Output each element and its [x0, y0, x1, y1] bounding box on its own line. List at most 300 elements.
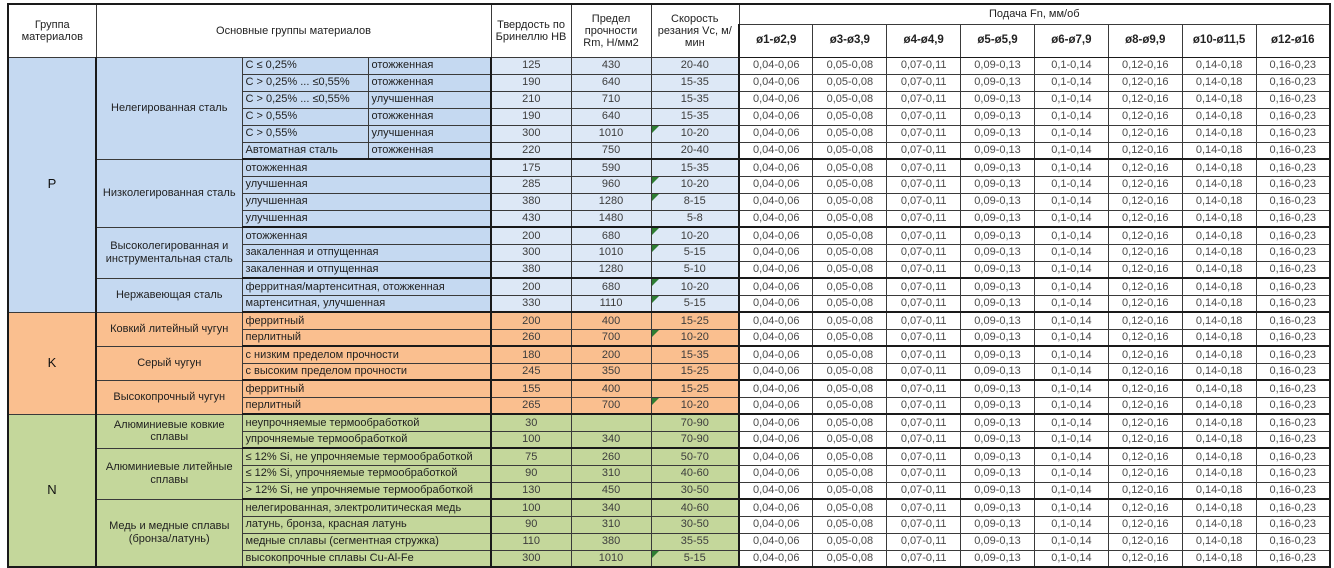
feed-cell: 0,16-0,23	[1256, 74, 1330, 91]
feed-cell: 0,16-0,23	[1256, 142, 1330, 159]
strength-cell: 640	[571, 108, 651, 125]
feed-cell: 0,05-0,08	[813, 227, 887, 244]
feed-cell: 0,16-0,23	[1256, 550, 1330, 567]
material-desc-cell: улучшенная	[242, 193, 491, 210]
feed-cell: 0,05-0,08	[813, 210, 887, 227]
feed-cell: 0,12-0,16	[1108, 499, 1182, 516]
material-desc-cell: неупрочняемые термообработкой	[242, 414, 491, 431]
speed-cell: 30-50	[651, 516, 739, 533]
feed-cell: 0,14-0,18	[1182, 176, 1256, 193]
subgroup-name-cell: Высоколегированная и инструментальная сталь	[96, 227, 242, 278]
speed-cell: 70-90	[651, 414, 739, 431]
feed-cell: 0,09-0,13	[961, 465, 1035, 482]
strength-cell: 340	[571, 499, 651, 516]
material-desc-cell: C ≤ 0,25%	[242, 57, 368, 74]
strength-cell: 590	[571, 159, 651, 176]
material-desc-cell: отожженная	[242, 159, 491, 176]
feed-cell: 0,12-0,16	[1108, 482, 1182, 499]
feed-cell: 0,07-0,11	[887, 465, 961, 482]
feed-cell: 0,12-0,16	[1108, 414, 1182, 431]
feed-cell: 0,04-0,06	[739, 244, 813, 261]
table-row	[8, 227, 1330, 244]
header-feed-diameter: ø4-ø4,9	[887, 24, 961, 57]
feed-cell: 0,14-0,18	[1182, 210, 1256, 227]
feed-cell: 0,05-0,08	[813, 91, 887, 108]
strength-cell: 750	[571, 142, 651, 159]
feed-cell: 0,14-0,18	[1182, 346, 1256, 363]
feed-cell: 0,04-0,06	[739, 431, 813, 448]
feed-cell: 0,04-0,06	[739, 261, 813, 278]
feed-cell: 0,12-0,16	[1108, 448, 1182, 465]
strength-cell: 260	[571, 448, 651, 465]
feed-cell: 0,04-0,06	[739, 74, 813, 91]
feed-cell: 0,14-0,18	[1182, 295, 1256, 312]
hardness-cell: 100	[491, 431, 571, 448]
feed-cell: 0,04-0,06	[739, 227, 813, 244]
material-desc-cell: > 12% Si, не упрочняемые термообработкой	[242, 482, 491, 499]
feed-cell: 0,04-0,06	[739, 125, 813, 142]
feed-cell: 0,07-0,11	[887, 346, 961, 363]
feed-cell: 0,16-0,23	[1256, 414, 1330, 431]
feed-cell: 0,12-0,16	[1108, 125, 1182, 142]
subgroup-name-cell: Ковкий литейный чугун	[96, 312, 242, 346]
feed-cell: 0,14-0,18	[1182, 57, 1256, 74]
material-desc-cell: ферритная/мартенситная, отожженная	[242, 278, 491, 295]
strength-cell: 400	[571, 312, 651, 329]
strength-cell: 1110	[571, 295, 651, 312]
feed-cell: 0,1-0,14	[1034, 142, 1108, 159]
feed-cell: 0,07-0,11	[887, 533, 961, 550]
strength-cell: 310	[571, 516, 651, 533]
feed-cell: 0,04-0,06	[739, 380, 813, 397]
feed-cell: 0,12-0,16	[1108, 329, 1182, 346]
feed-cell: 0,05-0,08	[813, 499, 887, 516]
feed-cell: 0,05-0,08	[813, 448, 887, 465]
hardness-cell: 90	[491, 516, 571, 533]
material-state-cell: отожженная	[368, 142, 491, 159]
table-row	[8, 346, 1330, 363]
material-desc-cell: с высоким пределом прочности	[242, 363, 491, 380]
speed-cell: 35-55	[651, 533, 739, 550]
feed-cell: 0,05-0,08	[813, 125, 887, 142]
strength-cell: 1280	[571, 261, 651, 278]
hardness-cell: 190	[491, 108, 571, 125]
hardness-cell: 100	[491, 499, 571, 516]
strength-cell: 680	[571, 227, 651, 244]
feed-cell: 0,04-0,06	[739, 176, 813, 193]
feed-cell: 0,14-0,18	[1182, 414, 1256, 431]
feed-cell: 0,04-0,06	[739, 499, 813, 516]
feed-cell: 0,14-0,18	[1182, 431, 1256, 448]
material-desc-cell: ≤ 12% Si, не упрочняемые термообработкой	[242, 448, 491, 465]
speed-cell: 15-35	[651, 74, 739, 91]
feed-cell: 0,04-0,06	[739, 482, 813, 499]
feed-cell: 0,16-0,23	[1256, 448, 1330, 465]
header-feed-diameter: ø3-ø3,9	[813, 24, 887, 57]
feed-cell: 0,04-0,06	[739, 448, 813, 465]
feed-cell: 0,12-0,16	[1108, 363, 1182, 380]
material-desc-cell: отожженная	[242, 227, 491, 244]
feed-cell: 0,05-0,08	[813, 414, 887, 431]
feed-cell: 0,07-0,11	[887, 312, 961, 329]
feed-cell: 0,14-0,18	[1182, 329, 1256, 346]
feed-cell: 0,14-0,18	[1182, 142, 1256, 159]
feed-cell: 0,12-0,16	[1108, 312, 1182, 329]
feed-cell: 0,09-0,13	[961, 380, 1035, 397]
material-desc-cell: упрочняемые термообработкой	[242, 431, 491, 448]
feed-cell: 0,1-0,14	[1034, 346, 1108, 363]
feed-cell: 0,1-0,14	[1034, 397, 1108, 414]
feed-cell: 0,14-0,18	[1182, 74, 1256, 91]
feed-cell: 0,09-0,13	[961, 193, 1035, 210]
header-tensile-strength: Предел прочности Rm, Н/мм2	[571, 4, 651, 57]
feed-cell: 0,1-0,14	[1034, 465, 1108, 482]
subgroup-name-cell: Нержавеющая сталь	[96, 278, 242, 312]
strength-cell	[571, 414, 651, 431]
speed-cell: 40-60	[651, 499, 739, 516]
feed-cell: 0,05-0,08	[813, 550, 887, 567]
feed-cell: 0,1-0,14	[1034, 499, 1108, 516]
hardness-cell: 200	[491, 312, 571, 329]
header-feed: Подача Fn, мм/об	[739, 4, 1330, 24]
feed-cell: 0,09-0,13	[961, 244, 1035, 261]
feed-cell: 0,09-0,13	[961, 74, 1035, 91]
subgroup-name-cell: Серый чугун	[96, 346, 242, 380]
feed-cell: 0,04-0,06	[739, 57, 813, 74]
feed-cell: 0,04-0,06	[739, 210, 813, 227]
feed-cell: 0,04-0,06	[739, 159, 813, 176]
feed-cell: 0,05-0,08	[813, 431, 887, 448]
feed-cell: 0,09-0,13	[961, 159, 1035, 176]
feed-cell: 0,05-0,08	[813, 261, 887, 278]
material-desc-cell: латунь, бронза, красная латунь	[242, 516, 491, 533]
cell-error-marker-icon	[652, 228, 659, 235]
feed-cell: 0,09-0,13	[961, 176, 1035, 193]
hardness-cell: 175	[491, 159, 571, 176]
feed-cell: 0,07-0,11	[887, 244, 961, 261]
feed-cell: 0,12-0,16	[1108, 91, 1182, 108]
strength-cell: 1480	[571, 210, 651, 227]
subgroup-name-cell: Медь и медные сплавы (бронза/латунь)	[96, 499, 242, 567]
feed-cell: 0,05-0,08	[813, 516, 887, 533]
header-main-groups: Основные группы материалов	[96, 4, 491, 57]
subgroup-name-cell: Низколегированная сталь	[96, 159, 242, 227]
feed-cell: 0,1-0,14	[1034, 550, 1108, 567]
strength-cell: 350	[571, 363, 651, 380]
feed-cell: 0,04-0,06	[739, 142, 813, 159]
feed-cell: 0,12-0,16	[1108, 261, 1182, 278]
speed-cell: 20-40	[651, 142, 739, 159]
speed-cell: 5-15	[651, 244, 739, 261]
hardness-cell: 130	[491, 482, 571, 499]
feed-cell: 0,05-0,08	[813, 397, 887, 414]
strength-cell: 200	[571, 346, 651, 363]
feed-cell: 0,12-0,16	[1108, 227, 1182, 244]
strength-cell: 1010	[571, 244, 651, 261]
feed-cell: 0,09-0,13	[961, 550, 1035, 567]
speed-cell: 8-15	[651, 193, 739, 210]
feed-cell: 0,1-0,14	[1034, 125, 1108, 142]
feed-cell: 0,16-0,23	[1256, 159, 1330, 176]
cutting-data-table	[7, 3, 1331, 568]
speed-cell: 5-15	[651, 295, 739, 312]
cell-error-marker-icon	[652, 296, 659, 303]
material-desc-cell: мартенситная, улучшенная	[242, 295, 491, 312]
speed-cell: 15-25	[651, 380, 739, 397]
feed-cell: 0,07-0,11	[887, 516, 961, 533]
header-feed-diameter: ø12-ø16	[1256, 24, 1330, 57]
feed-cell: 0,14-0,18	[1182, 516, 1256, 533]
material-desc-cell: улучшенная	[242, 210, 491, 227]
feed-cell: 0,14-0,18	[1182, 363, 1256, 380]
cell-error-marker-icon	[652, 398, 659, 405]
feed-cell: 0,07-0,11	[887, 414, 961, 431]
feed-cell: 0,09-0,13	[961, 108, 1035, 125]
feed-cell: 0,07-0,11	[887, 295, 961, 312]
feed-cell: 0,1-0,14	[1034, 244, 1108, 261]
feed-cell: 0,16-0,23	[1256, 244, 1330, 261]
material-desc-cell: C > 0,55%	[242, 125, 368, 142]
feed-cell: 0,04-0,06	[739, 295, 813, 312]
hardness-cell: 300	[491, 125, 571, 142]
feed-cell: 0,05-0,08	[813, 465, 887, 482]
material-desc-cell: C > 0,55%	[242, 108, 368, 125]
feed-cell: 0,12-0,16	[1108, 295, 1182, 312]
material-desc-cell: улучшенная	[242, 176, 491, 193]
feed-cell: 0,04-0,06	[739, 108, 813, 125]
subgroup-name-cell: Высокопрочный чугун	[96, 380, 242, 414]
table-row	[8, 312, 1330, 329]
speed-cell: 70-90	[651, 431, 739, 448]
feed-cell: 0,09-0,13	[961, 533, 1035, 550]
strength-cell: 400	[571, 380, 651, 397]
feed-cell: 0,04-0,06	[739, 329, 813, 346]
feed-cell: 0,1-0,14	[1034, 108, 1108, 125]
feed-cell: 0,09-0,13	[961, 448, 1035, 465]
feed-cell: 0,04-0,06	[739, 397, 813, 414]
feed-cell: 0,07-0,11	[887, 380, 961, 397]
feed-cell: 0,07-0,11	[887, 210, 961, 227]
speed-cell: 10-20	[651, 176, 739, 193]
feed-cell: 0,07-0,11	[887, 329, 961, 346]
feed-cell: 0,1-0,14	[1034, 448, 1108, 465]
feed-cell: 0,05-0,08	[813, 346, 887, 363]
material-state-cell: отожженная	[368, 57, 491, 74]
hardness-cell: 200	[491, 227, 571, 244]
feed-cell: 0,07-0,11	[887, 176, 961, 193]
feed-cell: 0,1-0,14	[1034, 159, 1108, 176]
feed-cell: 0,1-0,14	[1034, 278, 1108, 295]
hardness-cell: 285	[491, 176, 571, 193]
feed-cell: 0,16-0,23	[1256, 380, 1330, 397]
table-body	[8, 57, 1330, 567]
feed-cell: 0,14-0,18	[1182, 465, 1256, 482]
feed-cell: 0,16-0,23	[1256, 431, 1330, 448]
feed-cell: 0,16-0,23	[1256, 176, 1330, 193]
feed-cell: 0,07-0,11	[887, 550, 961, 567]
feed-cell: 0,16-0,23	[1256, 329, 1330, 346]
speed-cell: 10-20	[651, 278, 739, 295]
speed-cell: 20-40	[651, 57, 739, 74]
feed-cell: 0,1-0,14	[1034, 431, 1108, 448]
header-material-group: Группа материалов	[8, 4, 96, 57]
speed-cell: 5-10	[651, 261, 739, 278]
feed-cell: 0,12-0,16	[1108, 380, 1182, 397]
feed-cell: 0,07-0,11	[887, 142, 961, 159]
feed-cell: 0,05-0,08	[813, 363, 887, 380]
speed-cell: 5-8	[651, 210, 739, 227]
subgroup-name-cell: Алюминиевые ковкие сплавы	[96, 414, 242, 448]
strength-cell: 640	[571, 74, 651, 91]
feed-cell: 0,04-0,06	[739, 363, 813, 380]
material-desc-cell: ферритный	[242, 380, 491, 397]
feed-cell: 0,09-0,13	[961, 431, 1035, 448]
feed-cell: 0,12-0,16	[1108, 550, 1182, 567]
feed-cell: 0,16-0,23	[1256, 193, 1330, 210]
feed-cell: 0,16-0,23	[1256, 499, 1330, 516]
material-desc-cell: C > 0,25% ... ≤0,55%	[242, 74, 368, 91]
feed-cell: 0,07-0,11	[887, 482, 961, 499]
table-row	[8, 448, 1330, 465]
strength-cell: 680	[571, 278, 651, 295]
group-letter-cell: P	[8, 57, 96, 312]
feed-cell: 0,09-0,13	[961, 278, 1035, 295]
feed-cell: 0,1-0,14	[1034, 91, 1108, 108]
speed-cell: 10-20	[651, 329, 739, 346]
feed-cell: 0,1-0,14	[1034, 482, 1108, 499]
material-desc-cell: закаленная и отпущенная	[242, 261, 491, 278]
subgroup-name-cell: Нелегированная сталь	[96, 57, 242, 159]
hardness-cell: 330	[491, 295, 571, 312]
strength-cell: 1010	[571, 550, 651, 567]
speed-cell: 50-70	[651, 448, 739, 465]
feed-cell: 0,12-0,16	[1108, 465, 1182, 482]
feed-cell: 0,14-0,18	[1182, 482, 1256, 499]
speed-cell: 30-50	[651, 482, 739, 499]
speed-cell: 15-35	[651, 159, 739, 176]
feed-cell: 0,14-0,18	[1182, 499, 1256, 516]
feed-cell: 0,1-0,14	[1034, 295, 1108, 312]
feed-cell: 0,05-0,08	[813, 312, 887, 329]
feed-cell: 0,05-0,08	[813, 533, 887, 550]
feed-cell: 0,07-0,11	[887, 397, 961, 414]
feed-cell: 0,05-0,08	[813, 176, 887, 193]
table-row	[8, 414, 1330, 431]
feed-cell: 0,1-0,14	[1034, 533, 1108, 550]
feed-cell: 0,16-0,23	[1256, 397, 1330, 414]
header-feed-diameter: ø8-ø9,9	[1108, 24, 1182, 57]
feed-cell: 0,09-0,13	[961, 482, 1035, 499]
feed-cell: 0,12-0,16	[1108, 193, 1182, 210]
cell-error-marker-icon	[652, 330, 659, 337]
feed-cell: 0,1-0,14	[1034, 193, 1108, 210]
table-row	[8, 380, 1330, 397]
feed-cell: 0,05-0,08	[813, 380, 887, 397]
hardness-cell: 30	[491, 414, 571, 431]
feed-cell: 0,12-0,16	[1108, 346, 1182, 363]
feed-cell: 0,14-0,18	[1182, 125, 1256, 142]
feed-cell: 0,07-0,11	[887, 159, 961, 176]
feed-cell: 0,04-0,06	[739, 278, 813, 295]
feed-cell: 0,12-0,16	[1108, 108, 1182, 125]
material-desc-cell: перлитный	[242, 397, 491, 414]
feed-cell: 0,04-0,06	[739, 312, 813, 329]
feed-cell: 0,09-0,13	[961, 142, 1035, 159]
feed-cell: 0,04-0,06	[739, 533, 813, 550]
hardness-cell: 180	[491, 346, 571, 363]
feed-cell: 0,04-0,06	[739, 193, 813, 210]
feed-cell: 0,12-0,16	[1108, 244, 1182, 261]
header-feed-diameter: ø5-ø5,9	[961, 24, 1035, 57]
feed-cell: 0,05-0,08	[813, 159, 887, 176]
feed-cell: 0,16-0,23	[1256, 533, 1330, 550]
hardness-cell: 220	[491, 142, 571, 159]
feed-cell: 0,1-0,14	[1034, 363, 1108, 380]
feed-cell: 0,09-0,13	[961, 499, 1035, 516]
feed-cell: 0,07-0,11	[887, 108, 961, 125]
hardness-cell: 75	[491, 448, 571, 465]
feed-cell: 0,09-0,13	[961, 516, 1035, 533]
feed-cell: 0,09-0,13	[961, 346, 1035, 363]
feed-cell: 0,05-0,08	[813, 142, 887, 159]
feed-cell: 0,12-0,16	[1108, 278, 1182, 295]
cell-error-marker-icon	[652, 279, 659, 286]
header-feed-diameter: ø6-ø7,9	[1034, 24, 1108, 57]
feed-cell: 0,09-0,13	[961, 363, 1035, 380]
material-desc-cell: перлитный	[242, 329, 491, 346]
table-row	[8, 159, 1330, 176]
feed-cell: 0,14-0,18	[1182, 91, 1256, 108]
feed-cell: 0,12-0,16	[1108, 142, 1182, 159]
feed-cell: 0,14-0,18	[1182, 397, 1256, 414]
feed-cell: 0,04-0,06	[739, 91, 813, 108]
speed-cell: 10-20	[651, 227, 739, 244]
feed-cell: 0,12-0,16	[1108, 516, 1182, 533]
feed-cell: 0,05-0,08	[813, 57, 887, 74]
feed-cell: 0,1-0,14	[1034, 57, 1108, 74]
feed-cell: 0,09-0,13	[961, 414, 1035, 431]
strength-cell: 960	[571, 176, 651, 193]
table-row	[8, 278, 1330, 295]
material-state-cell: улучшенная	[368, 125, 491, 142]
cell-error-marker-icon	[652, 126, 659, 133]
strength-cell: 700	[571, 397, 651, 414]
feed-cell: 0,09-0,13	[961, 312, 1035, 329]
feed-cell: 0,14-0,18	[1182, 261, 1256, 278]
feed-cell: 0,09-0,13	[961, 295, 1035, 312]
feed-cell: 0,07-0,11	[887, 431, 961, 448]
feed-cell: 0,1-0,14	[1034, 312, 1108, 329]
hardness-cell: 300	[491, 550, 571, 567]
hardness-cell: 265	[491, 397, 571, 414]
speed-cell: 15-25	[651, 312, 739, 329]
feed-cell: 0,12-0,16	[1108, 159, 1182, 176]
group-letter-cell: N	[8, 414, 96, 567]
feed-cell: 0,05-0,08	[813, 244, 887, 261]
feed-cell: 0,04-0,06	[739, 414, 813, 431]
hardness-cell: 155	[491, 380, 571, 397]
header-cutting-speed: Скорость резания Vc, м/мин	[651, 4, 739, 57]
feed-cell: 0,16-0,23	[1256, 57, 1330, 74]
cell-error-marker-icon	[652, 551, 659, 558]
feed-cell: 0,07-0,11	[887, 227, 961, 244]
feed-cell: 0,16-0,23	[1256, 278, 1330, 295]
strength-cell: 1010	[571, 125, 651, 142]
material-desc-cell: ферритный	[242, 312, 491, 329]
feed-cell: 0,14-0,18	[1182, 312, 1256, 329]
material-state-cell: отожженная	[368, 74, 491, 91]
material-desc-cell: закаленная и отпущенная	[242, 244, 491, 261]
